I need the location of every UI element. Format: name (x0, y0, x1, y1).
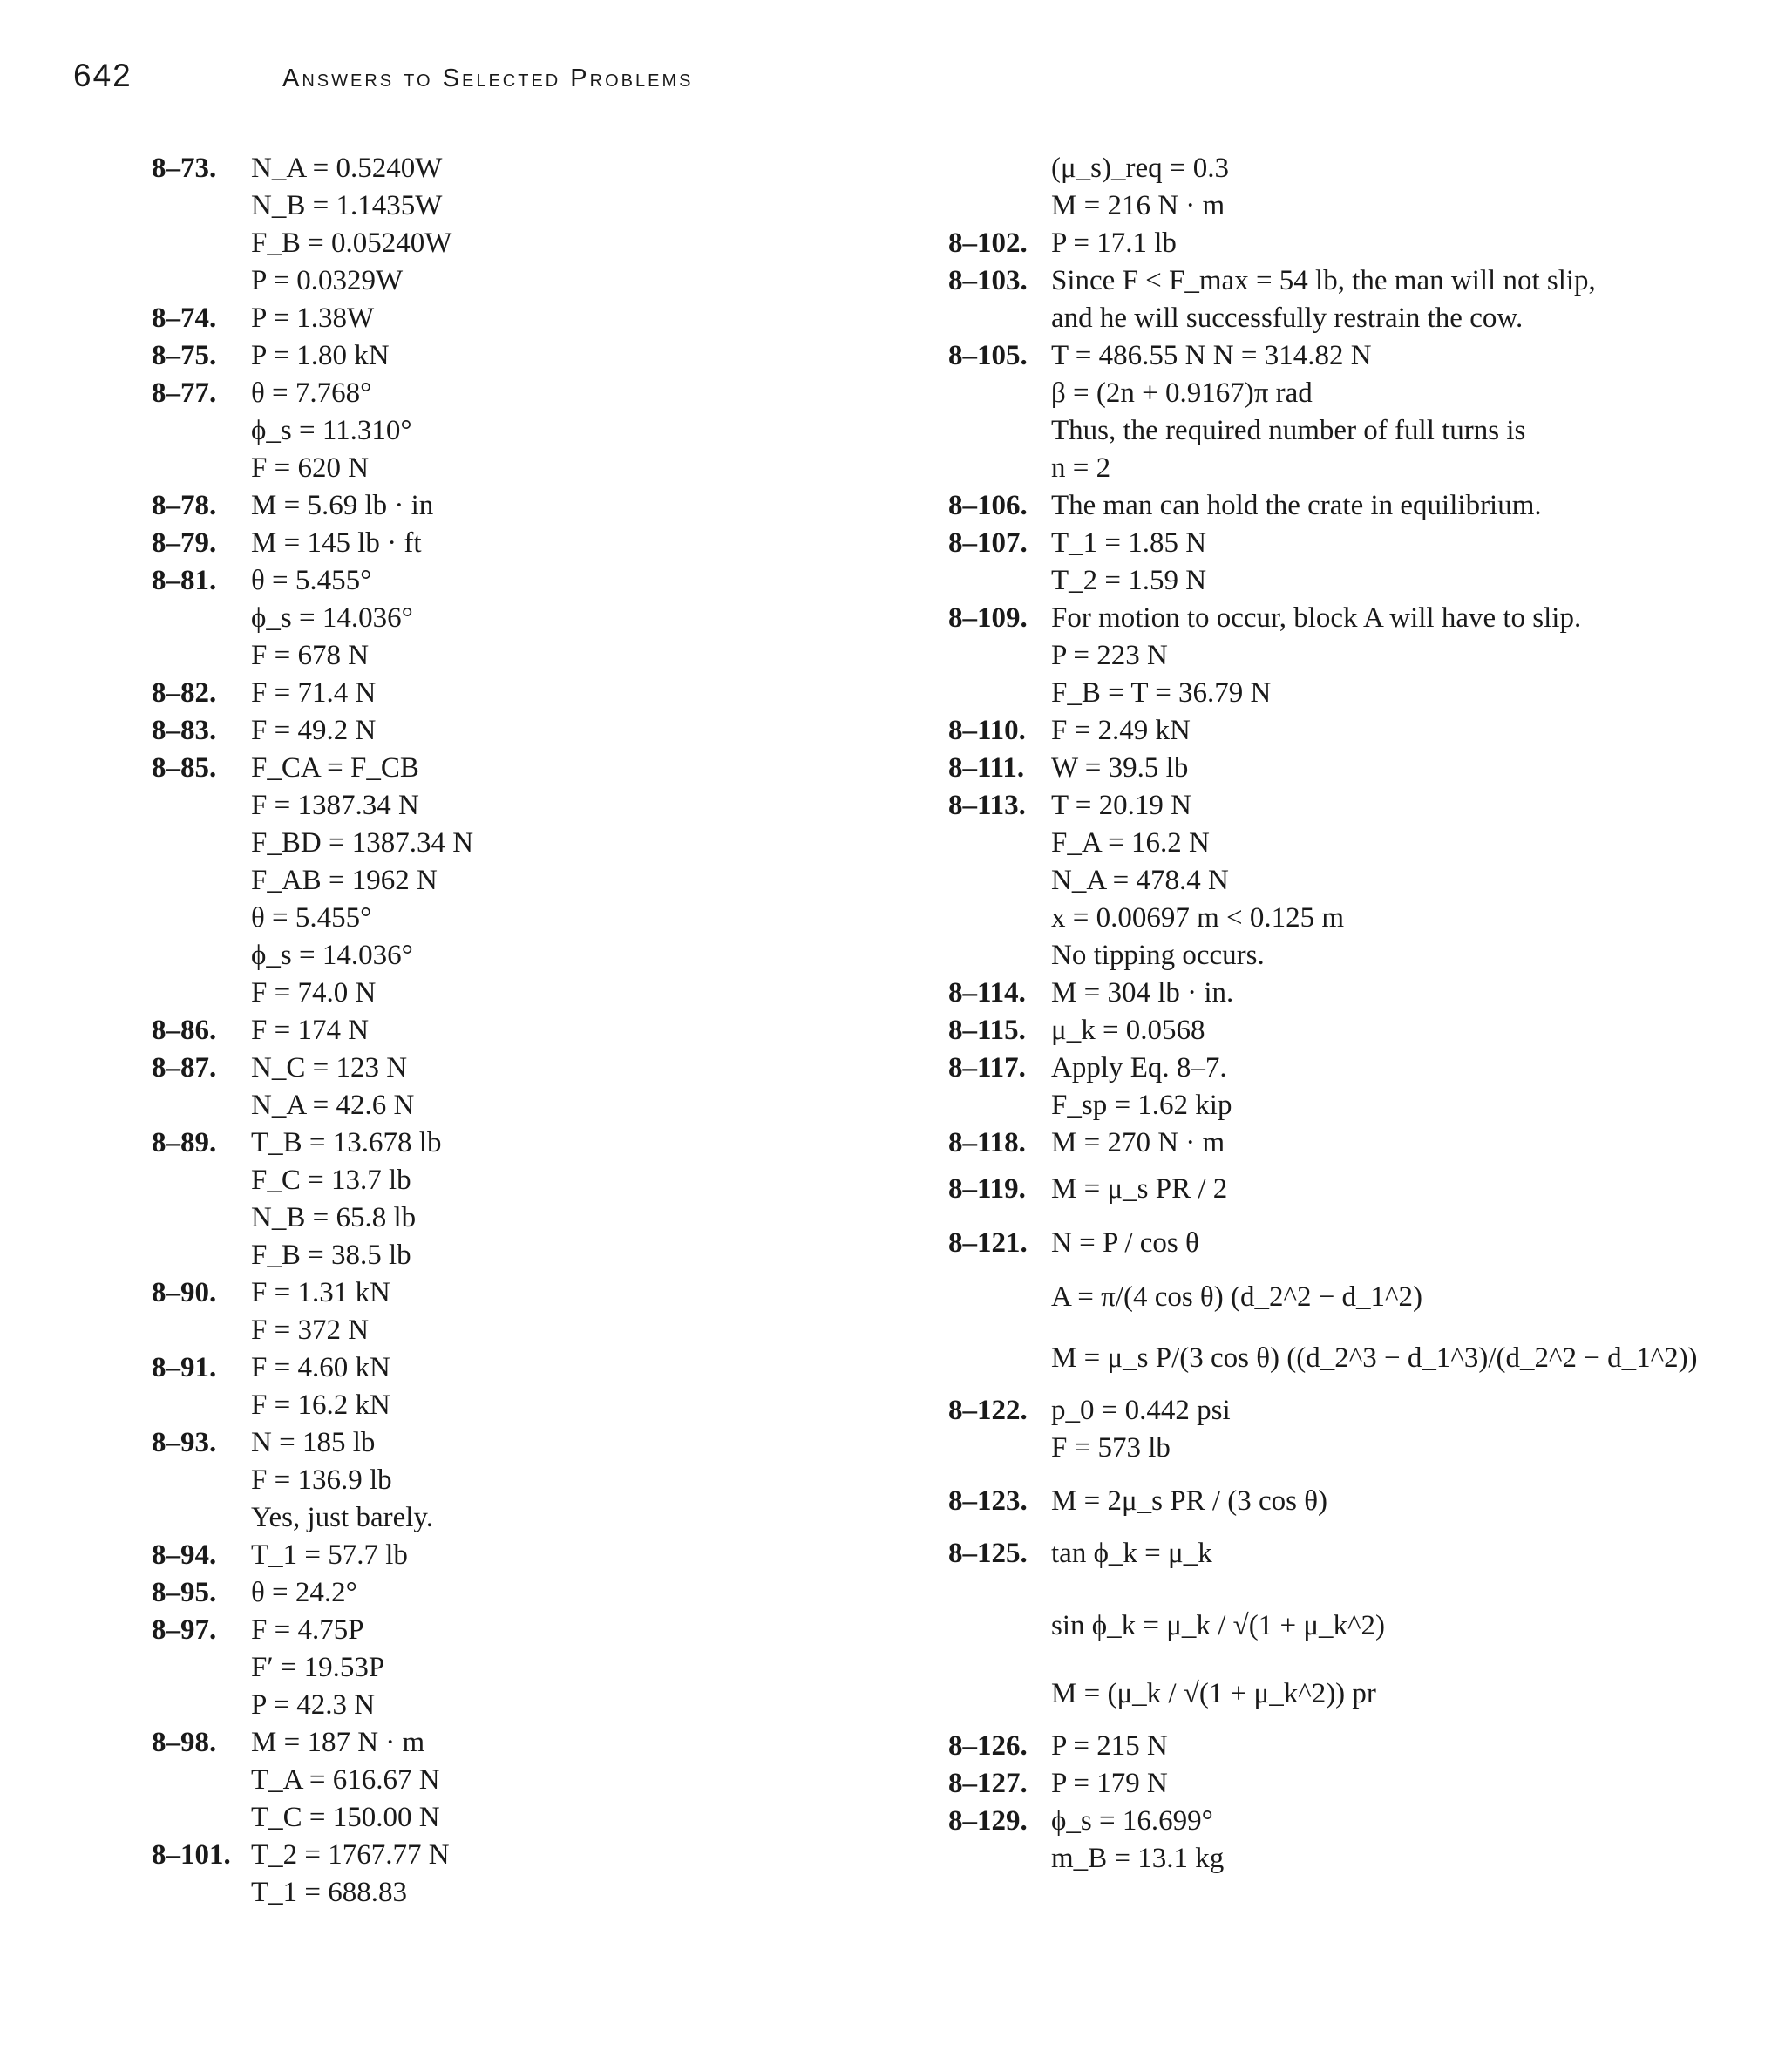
answer-text: β = (2n + 0.9167)π rad (1051, 377, 1313, 409)
answer-continuation (152, 937, 814, 975)
answer-entry (948, 1535, 1733, 1573)
answer-continuation (152, 862, 814, 900)
problem-number: 8–106. (948, 490, 1028, 521)
answer-continuation (152, 412, 814, 450)
answer-text: T_1 = 1.85 N (1051, 527, 1207, 559)
answer-text: P = 179 N (1051, 1768, 1168, 1799)
answer-continuation (152, 787, 814, 825)
answer-entry (152, 712, 814, 750)
answer-text: Since F < F_max = 54 lb, the man will not slip, (1051, 265, 1596, 296)
answer-text: M = 270 N · m (1051, 1127, 1225, 1158)
problem-number: 8–119. (948, 1172, 1026, 1205)
answer-entry (948, 1765, 1733, 1803)
answer-text: Apply Eq. 8–7. (1051, 1052, 1227, 1084)
answer-continuation (152, 600, 814, 637)
answer-text: (μ_s)_req = 0.3 (1051, 153, 1230, 184)
answer-text: M = μ_s PR / 2 (1051, 1172, 1228, 1205)
answer-continuation (152, 450, 814, 487)
answer-entry (948, 1012, 1733, 1050)
answer-continuation (152, 1762, 814, 1799)
answer-entry (152, 525, 814, 562)
answer-text: Thus, the required number of full turns is (1051, 415, 1526, 446)
answer-entry (948, 600, 1733, 637)
answer-entry (152, 1537, 814, 1574)
answer-text: T_A = 616.67 N (251, 1764, 440, 1796)
answer-entry (152, 562, 814, 600)
problem-number: 8–86. (152, 1015, 217, 1046)
problem-number: 8–81. (152, 565, 217, 596)
answer-text: N_A = 0.5240W (251, 153, 443, 184)
answer-text: Yes, just barely. (251, 1502, 434, 1533)
answer-entry (948, 225, 1733, 262)
answer-entry (152, 1274, 814, 1312)
answer-continuation (948, 1660, 1733, 1728)
answer-text: W = 39.5 lb (1051, 752, 1189, 784)
answer-text: θ = 24.2° (251, 1577, 357, 1608)
answer-text: N = P / cos θ (1051, 1226, 1199, 1259)
answer-text: F = 620 N (251, 452, 370, 484)
answer-entry (948, 1467, 1733, 1535)
problem-number: 8–98. (152, 1727, 217, 1758)
page-number: 642 (73, 58, 132, 93)
answer-text: T_2 = 1767.77 N (251, 1839, 450, 1871)
answer-text: F = 1.31 kN (251, 1277, 390, 1308)
problem-number: 8–103. (948, 265, 1028, 296)
answer-entry (948, 150, 1733, 187)
answer-entry (152, 337, 814, 375)
answer-entry (152, 1837, 814, 1874)
answer-text: F_B = 0.05240W (251, 228, 452, 259)
answer-entry (948, 975, 1733, 1012)
answer-text: x = 0.00697 m < 0.125 m (1051, 902, 1345, 934)
problem-number: 8–91. (152, 1352, 217, 1383)
problem-number: 8–105. (948, 340, 1028, 371)
answer-continuation (948, 1324, 1733, 1392)
answer-text: θ = 7.768° (251, 377, 372, 409)
answer-text: M = 145 lb · ft (251, 527, 422, 559)
answer-text: T = 486.55 N N = 314.82 N (1051, 340, 1372, 371)
problem-number: 8–126. (948, 1730, 1028, 1762)
answer-entry (152, 1349, 814, 1387)
answer-continuation (948, 825, 1733, 862)
answer-continuation (152, 1387, 814, 1424)
answer-text: ϕ_s = 11.310° (251, 415, 412, 446)
right-answer-column (948, 150, 1733, 1878)
answer-continuation (152, 1687, 814, 1724)
answer-continuation (152, 1799, 814, 1837)
problem-number: 8–82. (152, 677, 217, 709)
answer-entry (948, 487, 1733, 525)
answer-text: F_sp = 1.62 kip (1051, 1090, 1232, 1121)
answer-entry (948, 712, 1733, 750)
answer-entry (152, 1612, 814, 1649)
answer-text: ϕ_s = 16.699° (1051, 1805, 1213, 1837)
answer-continuation (152, 825, 814, 862)
answer-text: θ = 5.455° (251, 565, 372, 596)
answer-text: For motion to occur, block A will have to slip. (1051, 602, 1582, 634)
answer-text: F_B = T = 36.79 N (1051, 677, 1272, 709)
answer-text: F_C = 13.7 lb (251, 1165, 411, 1196)
problem-number: 8–75. (152, 340, 217, 371)
running-title: Answers to Selected Problems (282, 65, 694, 92)
answer-text: M = 2μ_s PR / (3 cos θ) (1051, 1484, 1328, 1517)
answer-text: M = μ_s P/(3 cos θ) ((d_2^3 − d_1^3)/(d_2^2 − d_1^2)) (1051, 1342, 1698, 1374)
answer-text: P = 215 N (1051, 1730, 1168, 1762)
answer-continuation (152, 1499, 814, 1537)
problem-number: 8–83. (152, 715, 217, 746)
answer-entry (152, 300, 814, 337)
answer-text: P = 42.3 N (251, 1689, 376, 1721)
answer-continuation (152, 1312, 814, 1349)
problem-number: 8–102. (948, 228, 1028, 259)
answer-text: F = 4.60 kN (251, 1352, 390, 1383)
problem-number: 8–122. (948, 1395, 1028, 1426)
answer-text: No tipping occurs. (1051, 940, 1265, 971)
answer-entry (948, 525, 1733, 562)
problem-number: 8–107. (948, 527, 1028, 559)
answer-entry (948, 1216, 1733, 1270)
answer-text: F_CA = F_CB (251, 752, 419, 784)
answer-continuation (948, 637, 1733, 675)
answer-text: M = 304 lb · in. (1051, 977, 1234, 1009)
problem-number: 8–97. (152, 1614, 217, 1646)
answer-text: T_1 = 688.83 (251, 1877, 408, 1908)
answer-text: M = 216 N · m (1051, 190, 1225, 221)
answer-text: F = 573 lb (1051, 1432, 1171, 1464)
answer-continuation (152, 975, 814, 1012)
answer-text: F = 16.2 kN (251, 1389, 390, 1421)
problem-number: 8–123. (948, 1484, 1028, 1517)
problem-number: 8–77. (152, 377, 217, 409)
answer-continuation (152, 1087, 814, 1124)
answer-entry (152, 487, 814, 525)
problem-number: 8–79. (152, 527, 217, 559)
answer-entry (948, 1162, 1733, 1216)
answer-continuation (948, 900, 1733, 937)
problem-number: 8–110. (948, 715, 1026, 746)
answer-continuation (152, 225, 814, 262)
answer-text: n = 2 (1051, 452, 1111, 484)
answer-continuation (152, 637, 814, 675)
answer-text: P = 0.0329W (251, 265, 404, 296)
answer-entry (948, 1803, 1733, 1840)
answer-continuation (152, 262, 814, 300)
answer-text: F = 2.49 kN (1051, 715, 1191, 746)
problem-number: 8–117. (948, 1052, 1026, 1084)
answer-text: T = 20.19 N (1051, 790, 1192, 821)
problem-number: 8–113. (948, 790, 1026, 821)
answer-continuation (948, 1592, 1733, 1660)
answer-continuation (948, 937, 1733, 975)
answer-text: M = 5.69 lb · in (251, 490, 434, 521)
answer-entry (152, 1724, 814, 1762)
answer-text: F = 49.2 N (251, 715, 377, 746)
answer-entry (152, 675, 814, 712)
answer-entry (948, 787, 1733, 825)
answer-text: F′ = 19.53P (251, 1652, 385, 1683)
answer-entry (152, 750, 814, 787)
answer-entry (948, 750, 1733, 787)
problem-number: 8–89. (152, 1127, 217, 1158)
answer-continuation (152, 1162, 814, 1199)
answer-text: M = 187 N · m (251, 1727, 425, 1758)
answer-entry (152, 1124, 814, 1162)
answer-text: N_B = 65.8 lb (251, 1202, 417, 1233)
answer-text: T_B = 13.678 lb (251, 1127, 442, 1158)
answer-entry (152, 375, 814, 412)
running-head (73, 58, 693, 101)
problem-number: 8–118. (948, 1127, 1026, 1158)
answer-text: N = 185 lb (251, 1427, 376, 1458)
answer-text: ϕ_s = 14.036° (251, 602, 413, 634)
answer-continuation (948, 450, 1733, 487)
answer-text: N_C = 123 N (251, 1052, 408, 1084)
problem-number: 8–90. (152, 1277, 217, 1308)
answer-text: F = 71.4 N (251, 677, 377, 709)
answer-continuation (948, 375, 1733, 412)
problem-number: 8–94. (152, 1539, 217, 1571)
answer-text: M = (μ_k / √(1 + μ_k^2)) pr (1051, 1677, 1376, 1709)
answer-text: P = 223 N (1051, 640, 1168, 671)
problem-number: 8–85. (152, 752, 217, 784)
answer-text: F_AB = 1962 N (251, 865, 438, 896)
problem-number: 8–78. (152, 490, 217, 521)
answer-text: μ_k = 0.0568 (1051, 1015, 1205, 1046)
answer-text: T_1 = 57.7 lb (251, 1539, 408, 1571)
problem-number: 8–129. (948, 1805, 1028, 1837)
answer-text: F_B = 38.5 lb (251, 1240, 411, 1271)
answer-text: F = 1387.34 N (251, 790, 419, 821)
problem-number: 8–111. (948, 752, 1025, 784)
answer-continuation (948, 562, 1733, 600)
answer-entry (152, 1424, 814, 1462)
answer-text: θ = 5.455° (251, 902, 372, 934)
answer-continuation (948, 675, 1733, 712)
answer-continuation (948, 300, 1733, 337)
answer-text: and he will successfully restrain the cow. (1051, 302, 1524, 334)
answer-text: sin ϕ_k = μ_k / √(1 + μ_k^2) (1051, 1609, 1385, 1641)
answer-entry (152, 150, 814, 187)
answer-text: F = 678 N (251, 640, 370, 671)
answer-continuation (948, 412, 1733, 450)
answer-entry (948, 1728, 1733, 1765)
answer-continuation (152, 1237, 814, 1274)
answer-continuation (948, 187, 1733, 225)
answer-entry (152, 1574, 814, 1612)
answer-text: F_A = 16.2 N (1051, 827, 1210, 859)
problem-number: 8–115. (948, 1015, 1026, 1046)
answer-text: p_0 = 0.442 psi (1051, 1395, 1231, 1426)
answer-text: m_B = 13.1 kg (1051, 1843, 1225, 1874)
answer-continuation (152, 1874, 814, 1912)
problem-number: 8–127. (948, 1768, 1028, 1799)
answer-text: N_B = 1.1435W (251, 190, 443, 221)
answer-entry (948, 1124, 1733, 1162)
answer-continuation (152, 1649, 814, 1687)
answer-entry (152, 1012, 814, 1050)
answer-continuation (152, 187, 814, 225)
answer-continuation (152, 1462, 814, 1499)
problem-number: 8–95. (152, 1577, 217, 1608)
answer-text: ϕ_s = 14.036° (251, 940, 413, 971)
answer-entry (948, 262, 1733, 300)
problem-number: 8–101. (152, 1839, 231, 1871)
answer-continuation (948, 1087, 1733, 1124)
answer-text: T_2 = 1.59 N (1051, 565, 1207, 596)
problem-number: 8–109. (948, 602, 1028, 634)
answer-text: F = 136.9 lb (251, 1464, 392, 1496)
problem-number: 8–73. (152, 153, 217, 184)
problem-number: 8–74. (152, 302, 217, 334)
problem-number: 8–93. (152, 1427, 217, 1458)
answer-text: A = π/(4 cos θ) (d_2^2 − d_1^2) (1051, 1281, 1423, 1313)
answer-continuation (948, 1270, 1733, 1324)
answer-text: N_A = 478.4 N (1051, 865, 1229, 896)
problem-number: 8–87. (152, 1052, 217, 1084)
answer-text: F_BD = 1387.34 N (251, 827, 474, 859)
answer-text: tan ϕ_k = μ_k (1051, 1538, 1212, 1569)
problem-number: 8–121. (948, 1226, 1028, 1259)
answer-text: P = 1.38W (251, 302, 375, 334)
answer-entry (948, 1050, 1733, 1087)
answer-text: F = 174 N (251, 1015, 370, 1046)
problem-number: 8–125. (948, 1538, 1028, 1569)
problem-number: 8–114. (948, 977, 1026, 1009)
answer-text: The man can hold the crate in equilibrium. (1051, 490, 1542, 521)
answer-entry (948, 1392, 1733, 1430)
answer-entry (948, 337, 1733, 375)
answer-entry (152, 1050, 814, 1087)
answer-continuation (948, 1840, 1733, 1878)
answer-text: P = 17.1 lb (1051, 228, 1177, 259)
left-answer-column (152, 150, 814, 1912)
answer-text: N_A = 42.6 N (251, 1090, 415, 1121)
answer-continuation (152, 1199, 814, 1237)
answer-text: F = 4.75P (251, 1614, 364, 1646)
answer-continuation (948, 1430, 1733, 1467)
answer-text: F = 74.0 N (251, 977, 377, 1009)
answer-continuation (152, 900, 814, 937)
answer-continuation (948, 862, 1733, 900)
answer-text: P = 1.80 kN (251, 340, 390, 371)
answer-text: F = 372 N (251, 1315, 370, 1346)
answer-text: T_C = 150.00 N (251, 1802, 440, 1833)
